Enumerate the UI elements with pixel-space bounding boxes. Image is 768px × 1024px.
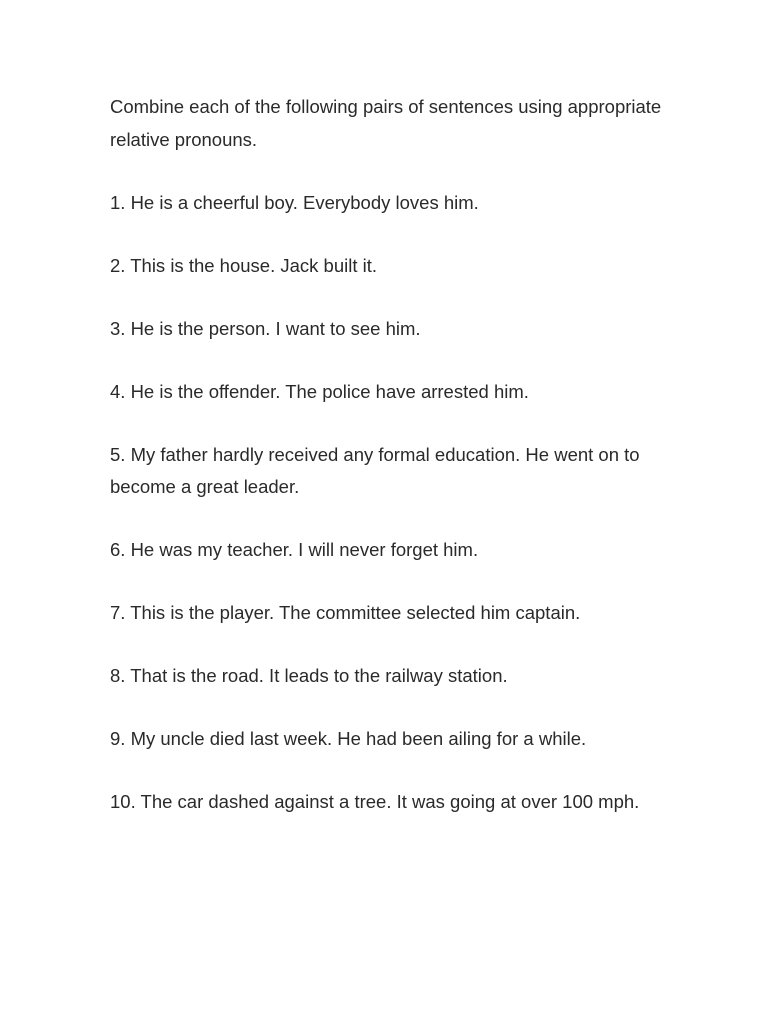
exercise-item-8: 8. That is the road. It leads to the railway station. — [110, 665, 508, 686]
exercise-item-7: 7. This is the player. The committee selected him captain. — [110, 602, 581, 623]
exercise-list — [110, 187, 668, 819]
exercise-item-6: 6. He was my teacher. I will never forget him. — [110, 539, 479, 560]
exercise-item-3: 3. He is the person. I want to see him. — [110, 317, 421, 339]
exercise-item-2: 2. This is the house. Jack built it. — [110, 254, 378, 276]
exercise-item-5: 5. My father hardly received any formal education. He went on to become a great leader. — [110, 443, 640, 497]
exercise-item-9: 9. My uncle died last week. He had been ailing for a while. — [110, 728, 587, 749]
exercise-item-10: 10. The car dashed against a tree. It was going at over 100 mph. — [110, 791, 640, 812]
exercise-item-1: 1. He is a cheerful boy. Everybody loves him. — [110, 191, 479, 213]
exercise-item-4: 4. He is the offender. The police have arrested him. — [110, 380, 529, 402]
exercise-instruction: Combine each of the following pairs of sentences using appropriate relative pronouns. — [110, 96, 662, 150]
